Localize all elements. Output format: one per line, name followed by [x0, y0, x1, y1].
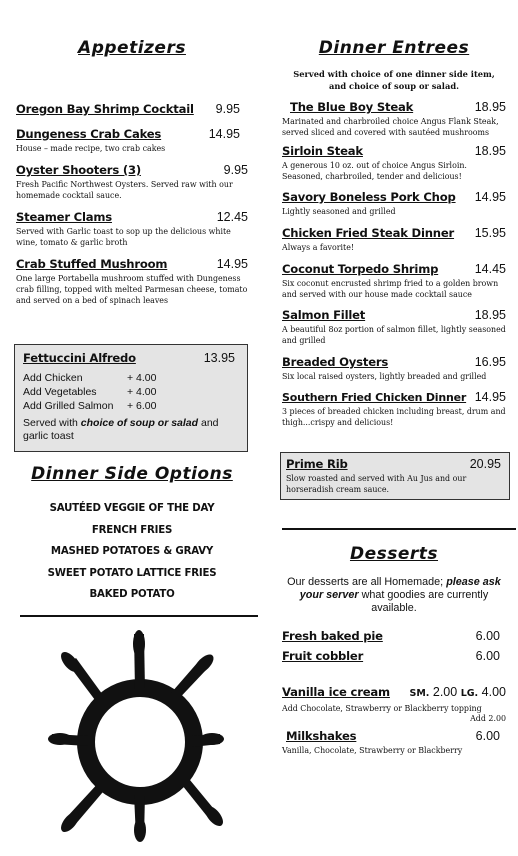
item-name: Coconut Torpedo Shrimp — [282, 262, 439, 276]
entrees-note: Served with choice of one dinner side item, and choice of soup or salad. — [293, 69, 495, 91]
addon-row — [23, 385, 239, 399]
addon-row — [23, 399, 239, 413]
item-name: Oregon Bay Shrimp Cocktail — [16, 102, 194, 116]
note-prefix: Served with — [23, 417, 78, 429]
appetizers-title: Appetizers — [78, 38, 186, 58]
addon-label: Add Vegetables — [23, 386, 97, 398]
item-description: Marinated and charbroiled choice Angus Flank Steak, served sliced and covered with sautéed mushrooms — [282, 117, 499, 137]
menu-item — [16, 102, 248, 116]
item-price: 6.00 — [475, 629, 500, 643]
ship-wheel-shape — [48, 630, 224, 842]
addon-row — [23, 371, 239, 385]
divider — [282, 528, 516, 530]
item-description: A generous 10 oz. out of choice Angus Sirloin. Seasoned, charbroiled, tender and delicious! — [282, 161, 467, 181]
item-price: 6.00 — [475, 729, 500, 743]
fettuccini-note — [23, 417, 239, 443]
menu-item — [282, 262, 506, 300]
menu-item — [282, 629, 506, 643]
item-name: Breaded Oysters — [282, 355, 389, 369]
size-label-small: SM. — [409, 688, 430, 699]
desserts-section — [282, 544, 506, 756]
side-item: MASHED POTATOES & GRAVY — [50, 546, 214, 557]
menu-item — [16, 210, 248, 248]
item-description: Add Chocolate, Strawberry or Blackberry topping — [282, 704, 482, 713]
entrees-title: Dinner Entrees — [318, 38, 470, 58]
size-prices — [409, 685, 506, 699]
menu-item — [282, 144, 506, 182]
item-price: 18.95 — [474, 100, 506, 114]
prime-rib-price: 20.95 — [469, 457, 501, 471]
side-item: BAKED POTATO — [89, 589, 175, 600]
desserts-intro — [282, 576, 506, 615]
menu-item — [16, 127, 248, 154]
item-price: 14.95 — [474, 390, 506, 404]
prime-rib-box — [280, 452, 510, 500]
item-price: 14.95 — [474, 190, 506, 204]
menu-item — [282, 355, 506, 382]
item-name: Sirloin Steak — [282, 144, 363, 158]
item-price: 16.95 — [474, 355, 506, 369]
item-description: 3 pieces of breaded chicken including breast, drum and thigh...crispy and delicious! — [282, 407, 506, 427]
addon-price: + 4.00 — [127, 372, 157, 384]
item-description: Lightly seasoned and grilled — [282, 207, 396, 216]
item-description: A beautiful 8oz portion of salmon fillet, lightly seasoned and grilled — [282, 325, 506, 345]
menu-item — [282, 226, 506, 253]
prime-rib-description: Slow roasted and served with Au Jus and our horseradish cream sauce. — [286, 474, 467, 494]
item-price: 14.95 — [208, 127, 240, 141]
item-description: House – made recipe, two crab cakes — [16, 144, 166, 153]
item-description: Always a favorite! — [282, 243, 355, 252]
item-name: Vanilla ice cream — [282, 685, 390, 699]
note-emphasis: choice of soup or salad — [80, 417, 199, 429]
item-name: Southern Fried Chicken Dinner — [282, 391, 467, 404]
item-price: 18.95 — [474, 308, 506, 322]
note-suffix: and garlic toast — [23, 417, 219, 442]
item-name: Chicken Fried Steak Dinner — [282, 226, 455, 240]
addon-label: Add Grilled Salmon — [23, 400, 114, 412]
item-price: 6.00 — [475, 649, 500, 663]
item-description: Served with Garlic toast to sop up the delicious white wine, tomato & garlic broth — [16, 227, 231, 247]
menu-item — [16, 163, 248, 201]
item-name: Fresh baked pie — [282, 629, 383, 643]
menu-item — [282, 390, 506, 428]
item-price: 9.95 — [215, 102, 240, 116]
item-price: 14.45 — [474, 262, 506, 276]
divider — [20, 615, 258, 617]
item-name: The Blue Boy Steak — [290, 100, 414, 114]
item-price: 9.95 — [223, 163, 248, 177]
item-price: 12.45 — [216, 210, 248, 224]
addon-price: + 4.00 — [127, 386, 157, 398]
item-description: Six coconut encrusted shrimp fried to a golden brown and served with our house made cocktail sauce — [282, 279, 499, 299]
fettuccini-box — [14, 344, 248, 452]
menu-item — [282, 649, 506, 663]
desserts-title: Desserts — [349, 544, 439, 564]
item-price: 15.95 — [474, 226, 506, 240]
size-label-large: LG. — [460, 688, 479, 699]
side-options-list — [16, 498, 248, 606]
addon-label: Add Chicken — [23, 372, 83, 384]
menu-item — [282, 308, 506, 346]
item-name: Salmon Fillet — [282, 308, 366, 322]
menu-item — [282, 729, 506, 756]
intro-emphasis: please ask your server — [299, 576, 501, 601]
sides-title: Dinner Side Options — [31, 464, 233, 484]
item-name: Oyster Shooters (3) — [16, 163, 141, 177]
intro-prefix: Our desserts are all Homemade; — [287, 576, 444, 588]
side-item: SWEET POTATO LATTICE FRIES — [47, 567, 217, 579]
fettuccini-price: 13.95 — [203, 351, 235, 365]
menu-item — [282, 190, 506, 217]
fettuccini-name: Fettuccini Alfredo — [23, 351, 136, 365]
item-name: Milkshakes — [286, 729, 357, 743]
addon-price: + 6.00 — [127, 400, 157, 412]
item-price: 14.95 — [216, 257, 248, 271]
prime-rib-name: Prime Rib — [286, 457, 348, 471]
entrees-section — [282, 38, 506, 428]
appetizers-section — [16, 38, 248, 306]
menu-item — [16, 257, 248, 306]
item-description: One large Portabella mushroom stuffed with Dungeness crab filling, topped with melted Parmesan cheese, tomato and served on a bed of spinach leaves — [16, 274, 248, 305]
intro-suffix: what goodies are currently available. — [361, 589, 489, 614]
menu-item — [282, 100, 506, 138]
item-name: Dungeness Crab Cakes — [16, 127, 162, 141]
size-price-small: 2.00 — [432, 685, 458, 699]
item-name: Savory Boneless Pork Chop — [282, 190, 456, 204]
ship-wheel-icon — [48, 630, 224, 842]
item-description: Six local raised oysters, lightly breaded and grilled — [282, 372, 487, 381]
item-name: Crab Stuffed Mushroom — [16, 257, 168, 271]
size-price-large: 4.00 — [481, 685, 506, 699]
side-item: FRENCH FRIES — [91, 524, 173, 536]
item-description: Fresh Pacific Northwest Oysters. Served raw with our homemade cocktail sauce. — [16, 180, 233, 200]
item-description: Vanilla, Chocolate, Strawberry or Blackberry — [282, 746, 463, 755]
topping-price: Add 2.00 — [470, 714, 506, 723]
item-name: Fruit cobbler — [282, 649, 364, 663]
item-name: Steamer Clams — [16, 210, 112, 224]
item-price: 18.95 — [474, 144, 506, 158]
side-item: SAUTÉED VEGGIE OF THE DAY — [49, 503, 215, 514]
menu-item — [282, 685, 506, 723]
